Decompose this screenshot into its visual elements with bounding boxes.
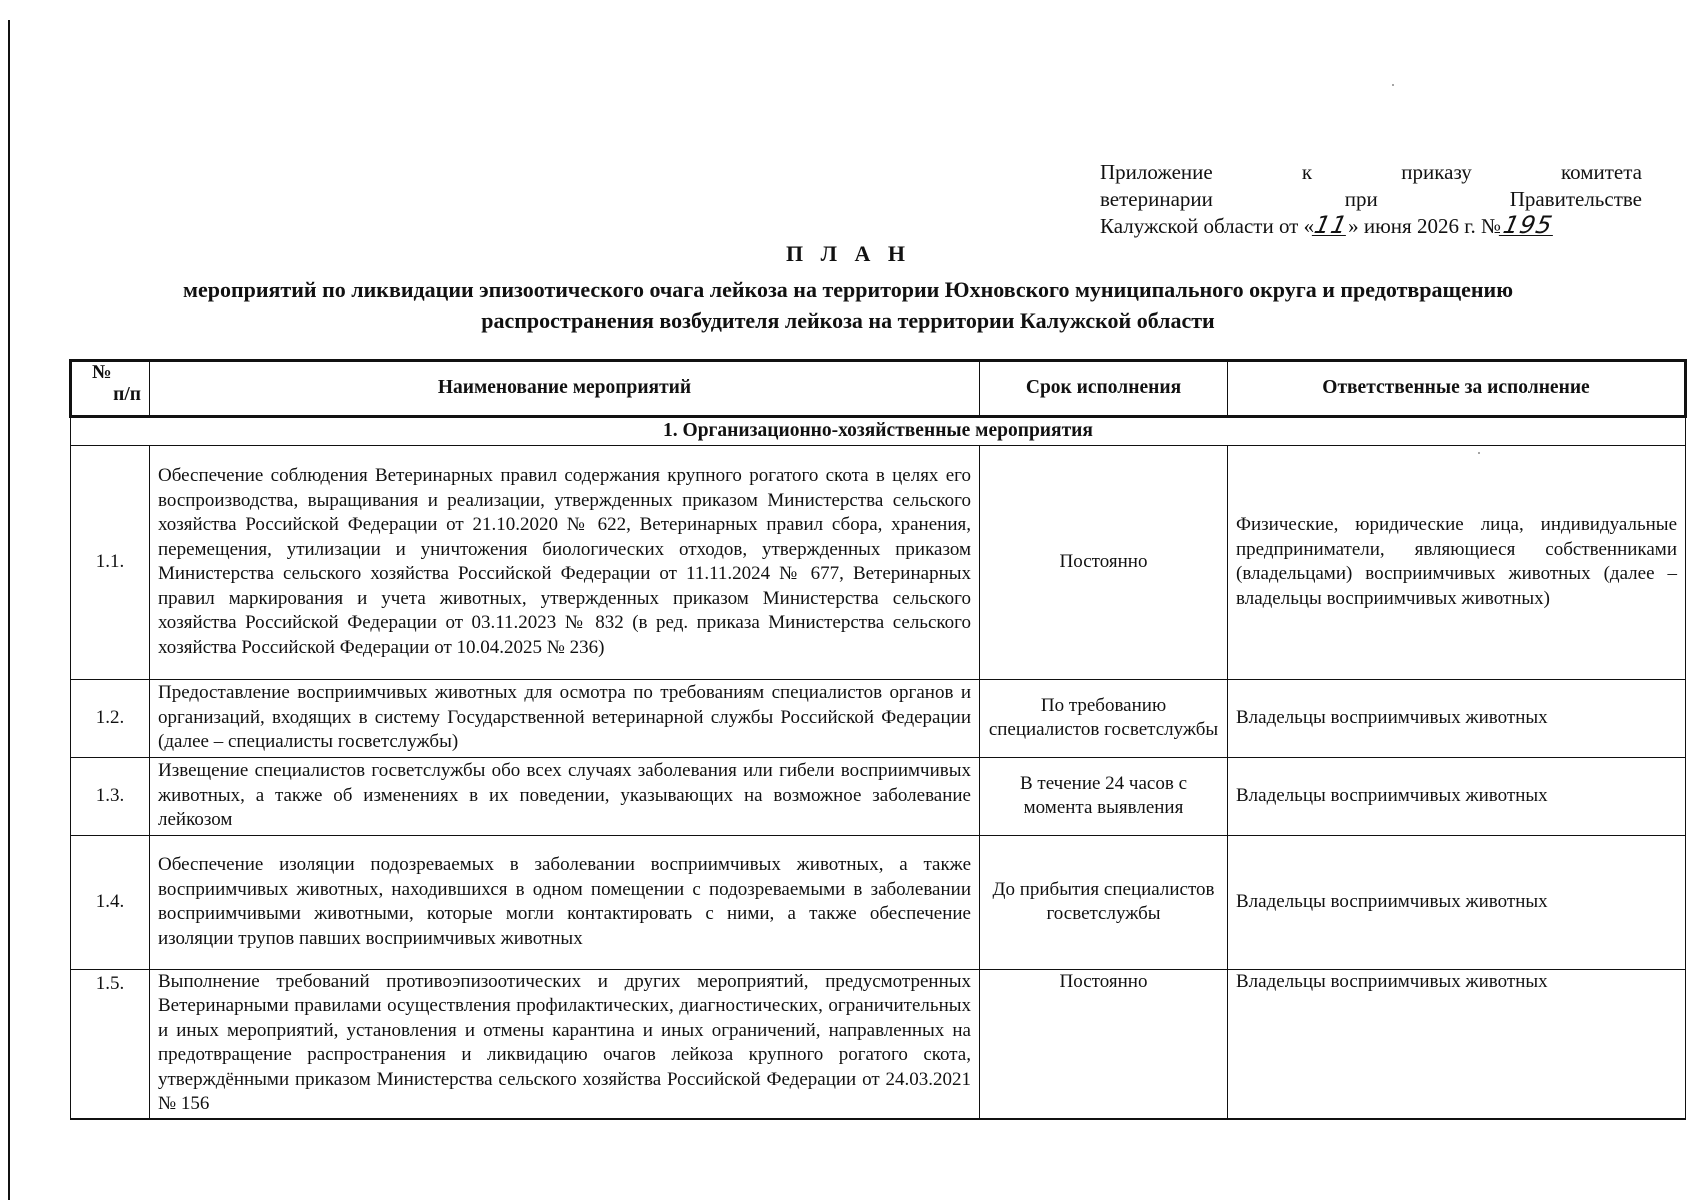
row-responsible: Владельцы восприимчивых животных: [1228, 757, 1686, 835]
table-row: [71, 835, 1686, 969]
row-deadline: По требованию специалистов госветслужбы: [980, 679, 1228, 757]
row-measure: Обеспечение соблюдения Ветеринарных правил содержания крупного рогатого скота в целях его воспроизводства, выращивания и реализации, утвержденных приказом Министерства сельского хозяйства Российской Федерации от 21.10.2020 № 622, Ветеринарных правил сбора, хранения, перемещения, утилизации и уничтожения биологических отходов, утвержденных приказом Министерства сельского хозяйства Российской Федерации от 11.11.2024 № 677, Ветеринарных правил маркирования и учета животных, утвержденных приказом Министерства сельского хозяйства Российской Федерации от 03.11.2023 № 832 (в ред. приказа Министерства сельского хозяйства Российской Федерации от 10.04.2025 № 236): [150, 445, 980, 679]
row-num: 1.2.: [71, 679, 150, 757]
row-num: 1.1.: [71, 445, 150, 679]
measures-table: [69, 359, 1687, 1120]
row-responsible: Владельцы восприимчивых животных: [1228, 969, 1686, 1119]
row-responsible: Владельцы восприимчивых животных: [1228, 679, 1686, 757]
header-responsible: Ответственные за исполнение: [1228, 361, 1686, 417]
row-measure: Предоставление восприимчивых животных для осмотра по требованиям специалистов органов и организаций, входящих в систему Государственной ветеринарной службы Российской Федерации (далее – специалисты госветслужбы): [150, 679, 980, 757]
header-deadline: Срок исполнения: [980, 361, 1228, 417]
section-row: [71, 417, 1686, 446]
row-num: 1.5.: [71, 969, 150, 1119]
plan-subtitle: мероприятий по ликвидации эпизоотического очага лейкоза на территории Юхновского муниципального округа и предотвращению распространения возбудителя лейкоза на территории Калужской области: [182, 277, 1514, 333]
header-name: Наименование мероприятий: [150, 361, 980, 417]
handwritten-day: 11: [1311, 211, 1351, 239]
table-row: [71, 445, 1686, 679]
row-measure: Обеспечение изоляции подозреваемых в заболевании восприимчивых животных, а также восприимчивых животных, находившихся в одном помещении с подозреваемыми в заболевании восприимчивыми животными, которые могли контактировать с ними, а также обеспечение изоляции трупов павших восприимчивых животных: [150, 835, 980, 969]
table-row: [71, 757, 1686, 835]
row-num: 1.3.: [71, 757, 150, 835]
plan-title: П Л А Н: [785, 241, 911, 266]
row-deadline: Постоянно: [980, 969, 1228, 1119]
appendix-date-suffix: » июня 2026 г. №: [1348, 214, 1501, 238]
row-responsible: Физические, юридические лица, индивидуальные предприниматели, являющиеся собственниками (владельцами) восприимчивых животных (далее – владельцы восприимчивых животных): [1228, 445, 1686, 679]
appendix-line-3: [1100, 213, 1642, 240]
row-measure: Извещение специалистов госветслужбы обо всех случаях заболевания или гибели восприимчивых животных, а также об изменениях в их поведении, указывающих на возможное заболевание лейкозом: [150, 757, 980, 835]
scan-speck: [1392, 84, 1394, 86]
table-row: [71, 679, 1686, 757]
row-deadline: В течение 24 часов с момента выявления: [980, 757, 1228, 835]
row-deadline: До прибытия специалистов госветслужбы: [980, 835, 1228, 969]
row-responsible: Владельцы восприимчивых животных: [1228, 835, 1686, 969]
appendix-line-1: Приложение к приказу комитета: [1100, 160, 1642, 184]
appendix-line-2: ветеринарии при Правительстве: [1100, 187, 1642, 211]
section-title: 1. Организационно-хозяйственные мероприятия: [71, 417, 1686, 446]
table-header-row: [71, 361, 1686, 417]
appendix-date-prefix: Калужской области от «: [1100, 214, 1315, 238]
handwritten-order-number: 195: [1500, 211, 1556, 239]
scan-page-edge: [8, 20, 10, 1200]
header-num-symbol: №: [92, 362, 112, 383]
row-deadline: Постоянно: [980, 445, 1228, 679]
row-measure: Выполнение требований противоэпизоотических и других мероприятий, предусмотренных Ветеринарными правилами осуществления профилактических, диагностических, ограничительных и иных мероприятий, установления и отмены карантина и иных ограничений, направленных на предотвращение распространения и ликвидацию очагов лейкоза крупного рогатого скота, утверждёнными приказом Министерства сельского хозяйства Российской Федерации от 24.03.2021 № 156: [150, 969, 980, 1119]
header-num-label: п/п: [113, 384, 141, 405]
row-num: 1.4.: [71, 835, 150, 969]
appendix-note: [1100, 159, 1642, 240]
header-num: [71, 361, 150, 417]
table-row: [71, 969, 1686, 1119]
